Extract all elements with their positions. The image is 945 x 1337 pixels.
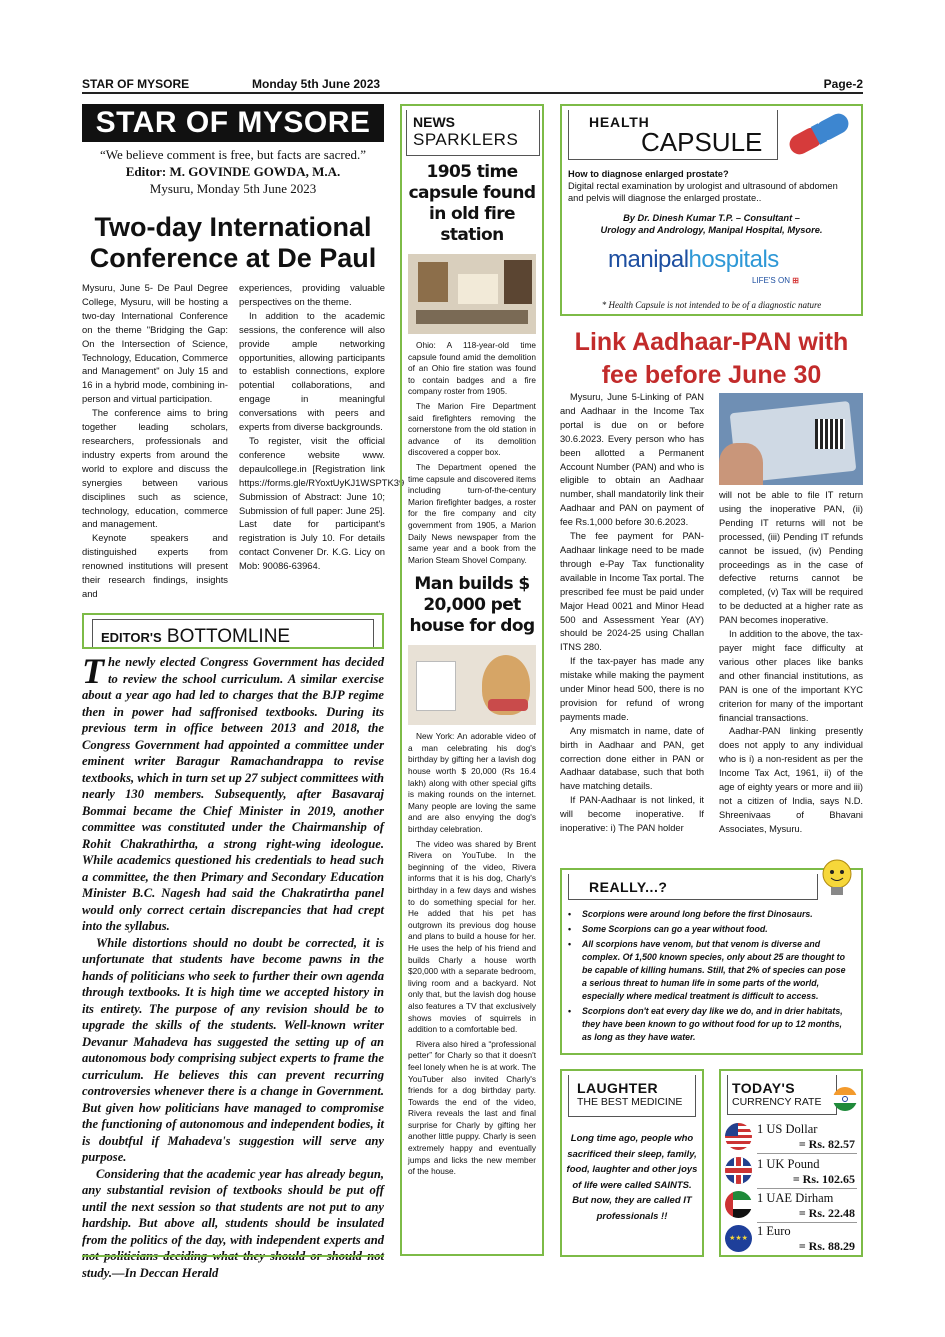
health-label: HEALTH <box>589 114 650 130</box>
uk-flag-icon <box>725 1157 752 1184</box>
paragraph: In addition to the academic sessions, the conference will also provide ample networking opportunities, allowing participants to establish connections, explore potential collaborations, and engage in meaningful conversations with peers and experts from diverse backgrounds. <box>239 309 385 433</box>
paragraph: The Department opened the time capsule and discovered items including turn-of-the-century Marion firefighter badges, a roster for the fire company and city government from 1905, a Marion Daily News newspaper from the same year and a book from the Marion Steam Shovel Company. <box>408 461 536 565</box>
best-medicine-label: THE BEST MEDICINE <box>577 1096 683 1108</box>
paragraph: The fee payment for PAN-Aadhaar linkage need to be made through e-Pay Tax functionality available in Income Tax portal. The prescribed fee must be paid under Major Head 0021 and Minor Head 500 and Assessment Year (AY) should be 2024-25 using Challan ITNS 280. <box>560 531 704 653</box>
paragraph: To register, visit the official conference website www. depaulcollege.in [Registration link https://forms.gle/RYoxtUyKJ1WSPTK39 Submission of Abstract: June 10; Submission of full paper: June 25]. Last date for participant's registration is July 10. For details contact Convener Dr. K.G. Licy on Mob: 90086-63964. <box>239 434 405 572</box>
list-item: • Scorpions were around long before the first Dinosaurs. <box>582 908 851 921</box>
lead-column-2 <box>239 281 405 573</box>
currency-value: = Rs. 82.57 <box>798 1137 855 1151</box>
aadhaar-column-2 <box>719 489 863 837</box>
joke-line: Long time ago, people who sacrificed their sleep, family, food, laughter and other joys of life were called SAINTS. <box>566 1133 698 1191</box>
news-headline-1: 1905 time capsule found in old fire station <box>408 162 536 245</box>
currency-name: 1 UAE Dirham <box>757 1191 834 1205</box>
eu-flag-icon: ★★★ <box>725 1225 752 1252</box>
divider <box>82 1255 384 1257</box>
lightbulb-icon <box>817 854 857 904</box>
news-headline-2: Man builds $ 20,000 pet house for dog <box>409 574 535 637</box>
capsule-label: CAPSULE <box>641 127 763 157</box>
us-flag-icon <box>725 1123 752 1150</box>
page-header <box>82 76 863 94</box>
editor-line: Editor: M. GOVINDE GOWDA, M.A. <box>125 164 341 179</box>
health-answer: Digital rectal examination by urologist and ultrasound of abdomen and pelvis will diagnose the enlarged prostate.. <box>568 181 838 203</box>
sparklers-label: SPARKLERS <box>413 130 519 149</box>
time-capsule-photo <box>408 254 536 334</box>
laughter-label: LAUGHTER <box>577 1080 658 1096</box>
todays-label: TODAY'S <box>732 1080 795 1096</box>
health-disclaimer: * Health Capsule is not intended to be of a diagnostic nature <box>601 300 822 310</box>
pan-card-photo <box>719 393 863 485</box>
paragraph: In addition to the above, the tax-payer might face difficulty at various other places like banks and other financial institutions, as PAN is one of the important KYC criterion for many of the important financial transactions. <box>719 629 863 723</box>
paragraph: The video was shared by Brent Rivera on YouTube. In the beginning of the video, Rivera informs that it is his dog, Charly's birthday in a few days and wishes to do something special for her. He added that his pet has outgrown its previous dog house and plans to build a house for her. He uses the help of his friend and builds Charly a house worth $20,000 with a separate bedroom, living room and a backyard. Not only that, but the lavish dog house also features a TV that exclusively shows movies of squirrels in addition to a comfortable bed. <box>408 838 536 1035</box>
joke-line: But now, they are called IT professionals !! <box>572 1195 692 1222</box>
currency-value: = Rs. 88.29 <box>798 1239 855 1253</box>
page-number: Page-2 <box>823 77 863 91</box>
issue-date: Monday 5th June 2023 <box>252 77 381 91</box>
facts-list <box>582 908 851 1046</box>
list-item: • All scorpions have venom, but that venom is diverse and complex. Of 1,500 known species, only about 25 are thought to be capable of killing humans. Still, that 2% of species can pose a serious threat to human life in some parts of the world, especially where medical treatment is difficult to access. <box>582 938 851 1003</box>
paper-name: STAR OF MYSORE <box>82 77 190 91</box>
currency-rate-label: CURRENCY RATE <box>732 1096 822 1108</box>
list-item: • Some Scorpions can go a year without food. <box>582 923 851 936</box>
health-capsule <box>560 104 863 316</box>
really-label: REALLY...? <box>568 874 818 900</box>
health-byline-1: By Dr. Dinesh Kumar T.P. – Consultant – <box>623 213 800 223</box>
drop-cap: T <box>82 651 104 691</box>
paragraph: Any mismatch in name, date of birth in Aadhaar and PAN, get correction done either in PAN or Aadhaar database, such that both have matching details. <box>560 725 704 792</box>
masthead: STAR OF MYSORE <box>82 104 384 142</box>
uae-flag-icon <box>725 1191 752 1218</box>
paragraph: Ohio: A 118-year-old time capsule found amid the demolition of an Ohio fire station was found to contain badges and a fire company roster from 1905. <box>408 340 536 397</box>
aadhaar-headline: Link Aadhaar-PAN with fee before June 30 <box>574 328 849 389</box>
news-story-1 <box>402 340 542 566</box>
manipal-tagline: LIFE'S ON ⊞ <box>752 276 799 285</box>
manipal-logo: manipalhospitals <box>608 246 779 273</box>
editorial-title-box <box>82 613 384 649</box>
editorial-label: BOTTOMLINE <box>166 626 291 647</box>
paragraph: If PAN-Aadhaar is not linked, it will become inoperative. If inoperative: i) The PAN holder <box>560 795 704 834</box>
currency-box <box>719 1069 863 1257</box>
list-item: • Scorpions don't eat every day like we do, and in drier habitats, they have been known to go without food for up to 12 months, as long as they have water. <box>582 1005 851 1044</box>
motto-block <box>82 146 384 197</box>
paragraph: The conference aims to bring together leading scholars, researchers, professionals and industry experts from around the world to explore and discuss the synergies between various disciplines such as science, technology, education, commerce and management. <box>82 407 228 530</box>
paragraph: The Marion Fire Department said firefighters removing the cornerstone from the old station in advance of its demolition discovered a copper box. <box>408 400 536 458</box>
paragraph: While distortions should no doubt be corrected, it is unfortunate that students have become pawns in the hands of politicians who seek to further their own agenda through textbooks. It is high time we accepted history in its entirety. The purpose of any revision should be to upgrade the skills of the students. Well-known writer Devanur Mahadeva has suggested the setting up of an autonomous body comprising subject experts to frame the curriculum. He believes this can prevent recurring controversies whenever there is a change in Government. But given how politicians have managed to compromise the functioning of autonomous and independent bodies, it is doubtful if Mahadeva's suggestion will serve any purpose. <box>82 935 384 1164</box>
currency-name: 1 Euro <box>757 1224 791 1238</box>
india-flag-icon <box>833 1087 857 1111</box>
health-title-box <box>568 110 778 160</box>
editorial-label-bold: EDITOR'S <box>101 630 162 645</box>
motto: “We believe comment is free, but facts are sacred.” <box>99 147 367 162</box>
health-byline-2: Urology and Andrology, Manipal Hospital, Mysore. <box>600 225 823 235</box>
news-title-box <box>406 110 540 156</box>
dog-photo <box>408 645 536 725</box>
lead-column-1 <box>82 281 228 601</box>
paragraph: experiences, providing valuable perspectives on the theme. <box>239 282 385 307</box>
news-story-2 <box>402 731 542 1178</box>
dateline: Mysuru, Monday 5th June 2023 <box>149 181 317 196</box>
currency-value: = Rs. 22.48 <box>798 1206 855 1220</box>
paragraph: Aadhar-PAN linking presently does not apply to any individual who is i) a non-resident as per the Income Tax Act, 1961, ii) of the age of eighty years or more and iii) not a citizen of India, says N.D. Shreenivaas of Bhavani Associates, Mysuru. <box>719 726 863 834</box>
paragraph: If the tax-payer has made any mistake while making the payment under Minor head 500, there is no provision for refund of wrong payments made. <box>560 656 704 722</box>
paragraph: Mysuru, June 5-Linking of PAN and Aadhaar in the Income Tax portal is due on or before 30.6.2023. Every person who has been allotted a Permanent Account Number (PAN) and who is eligible to obtain an Aadhaar number, shall mandatorily link their Aadhaar and PAN on payment of fee Rs.1,000 before 30.6.2023. <box>560 392 704 528</box>
joke <box>566 1131 698 1224</box>
paragraph: Mysuru, June 5- De Paul Degree College, Mysuru, will be hosting a two-day International Conference on the theme "Bridging the Gap: On the Intersection of Science, Technology, Education, Commerce and Management" on July 15 and 16 in a hybrid mode, combining in-person and virtual participation. <box>82 282 228 405</box>
laughter-box <box>560 1069 704 1257</box>
paragraph: will not be able to file IT return using the inoperative PAN, (ii) Pending IT returns will not be processed, (iii) Pending IT refunds cannot be issued, (iv) Pending proceedings as in the case of defective returns cannot be completed, (v) Tax will be required to be deducted at a higher rate as PAN becomes inoperative. <box>719 490 863 626</box>
lead-headline: Two-day International Conference at De Paul <box>89 212 377 273</box>
paragraph: Considering that the academic year has already begun, any substantial revision of textbooks should be put off until the next session so that students are not put to any hardship. But above all, students should be insulated from the politics of the day, with independent experts and study.—In Deccan Herald <box>82 1166 384 1280</box>
paragraph: Rivera also hired a “professional petter” for Charly so that it doesn't feel lonely when he is at work. The YouTuber also invited Charly's friends for a dog birthday party. Towards the end of the video, Rivera reveals the last and final surprise for Charly by gifting her another little puppy. Charly is seen extremely happy and eventually jumps and licks the new member of the house. <box>408 1038 536 1177</box>
aadhaar-column-1 <box>560 391 704 836</box>
really-box <box>560 868 863 1055</box>
paragraph: Keynote speakers and distinguished experts from renowned institutions will present their research findings, insights and <box>82 532 228 599</box>
currency-name: 1 UK Pound <box>757 1157 820 1171</box>
paragraph: New York: An adorable video of a man celebrating his dog's birthday by gifting her a lavish dog house worth $ 20,000 (Rs 16.4 lakh) along with other special gifts is making rounds on the internet. Many people are loving the same and are also envying the dog's birthday celebration. <box>408 731 536 835</box>
news-sparklers <box>400 104 544 1256</box>
paragraph: he newly elected Congress Government has decided to review the school curriculum. A similar exercise about a year ago had led to charges that the BJP regime then in power had saffronised textbooks. During its previous term in office between 2013 and 2018, the Congress Government had appointed a committee under eminent writer Baragur Ramachandrappa to revise textbooks, which in turn set up 27 subject committees with nearly 130 members. Subsequently, after Basavaraj Bommai became the Chief Minister in 2019, another committee was constituted under the Chairmanship of Rohit Chakrathirtha, a strong right-wing ideologue. While academics questioned his credentials to head such a committee, the then Primary and Secondary Education Minister B.C. Nagesh had said the Chakratirtha panel would only correct certain discrepancies that had crept into the syllabus. <box>82 655 384 933</box>
editorial-body <box>82 651 384 1281</box>
capsule-pill-icon <box>779 108 859 158</box>
currency-value: = Rs. 102.65 <box>792 1172 855 1186</box>
health-question: How to diagnose enlarged prostate? <box>568 169 729 179</box>
currency-name: 1 US Dollar <box>757 1122 818 1136</box>
news-label: NEWS <box>413 114 455 130</box>
